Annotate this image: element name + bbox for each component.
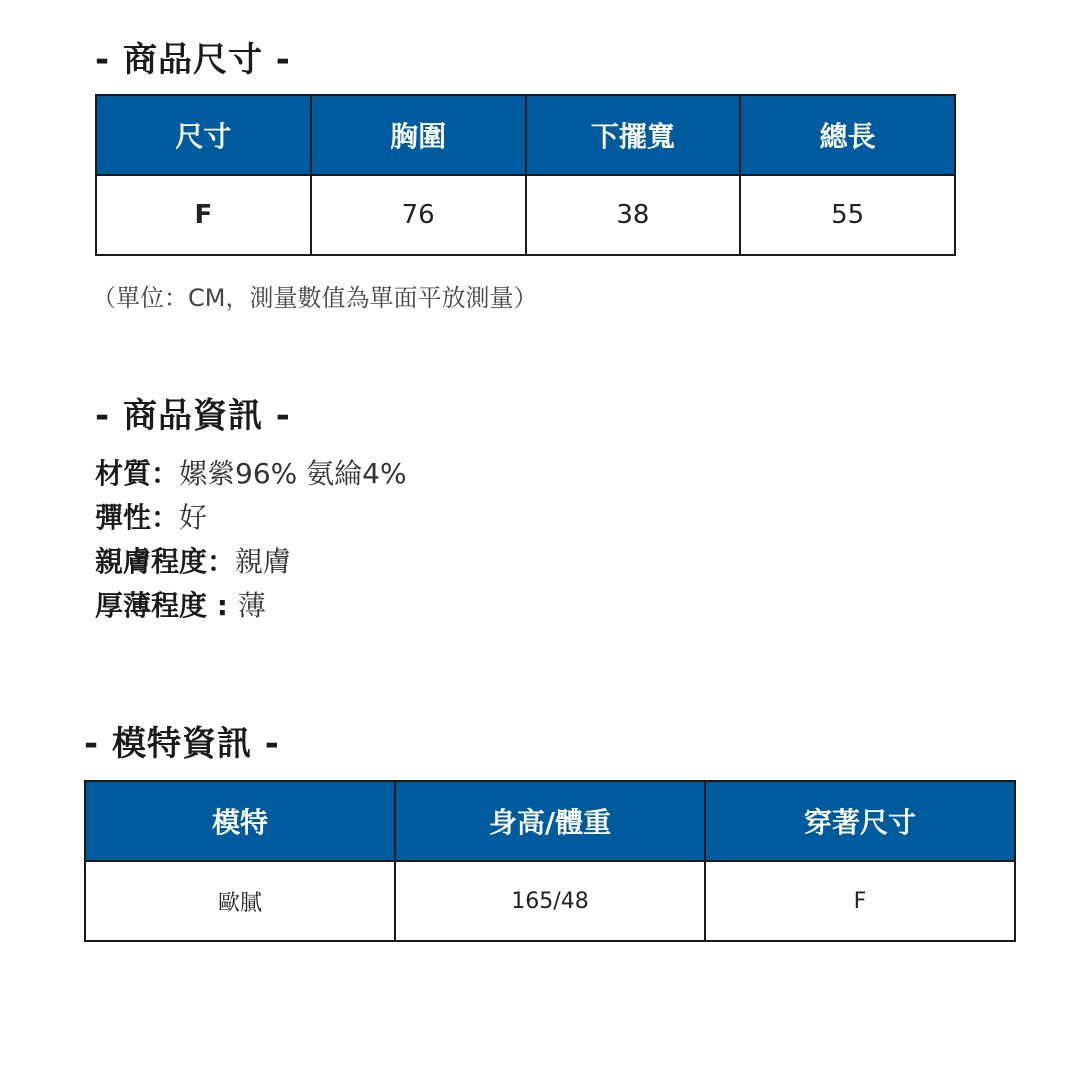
size-header-length: 總長 — [740, 95, 955, 175]
list-item — [95, 540, 407, 584]
info-label-thickness: 厚薄程度 : — [95, 589, 238, 622]
size-table — [95, 94, 956, 256]
size-cell-size: F — [96, 175, 311, 255]
info-value-thickness: 薄 — [237, 589, 266, 622]
size-table-header-row — [96, 95, 955, 175]
list-item — [95, 452, 407, 496]
info-label-skin-friendly: 親膚程度： — [95, 545, 236, 578]
model-cell-worn-size: F — [705, 861, 1015, 941]
table-row — [85, 861, 1015, 941]
list-item — [95, 584, 407, 628]
size-section-title: - 商品尺寸 - — [95, 40, 291, 80]
size-cell-hem: 38 — [526, 175, 741, 255]
model-header-height-weight: 身高/體重 — [395, 781, 705, 861]
size-cell-chest: 76 — [311, 175, 526, 255]
size-header-size: 尺寸 — [96, 95, 311, 175]
size-header-hem: 下擺寬 — [526, 95, 741, 175]
model-section-title: - 模特資訊 - — [84, 724, 280, 764]
info-label-material: 材質： — [95, 457, 180, 490]
model-table-header-row — [85, 781, 1015, 861]
size-cell-length: 55 — [740, 175, 955, 255]
info-list — [95, 452, 407, 628]
unit-note: （單位：CM，測量數值為單面平放測量） — [92, 284, 538, 312]
model-table — [84, 780, 1016, 942]
info-value-material: 嫘縈96% 氨綸4% — [179, 457, 407, 490]
model-header-model: 模特 — [85, 781, 395, 861]
model-cell-name: 歐膩 — [85, 861, 395, 941]
table-row — [96, 175, 955, 255]
model-cell-height-weight: 165/48 — [395, 861, 705, 941]
list-item — [95, 496, 407, 540]
model-header-worn-size: 穿著尺寸 — [705, 781, 1015, 861]
info-value-elasticity: 好 — [179, 501, 208, 534]
info-value-skin-friendly: 親膚 — [235, 545, 292, 578]
info-section-title: - 商品資訊 - — [95, 396, 291, 436]
info-label-elasticity: 彈性： — [95, 501, 180, 534]
size-header-chest: 胸圍 — [311, 95, 526, 175]
